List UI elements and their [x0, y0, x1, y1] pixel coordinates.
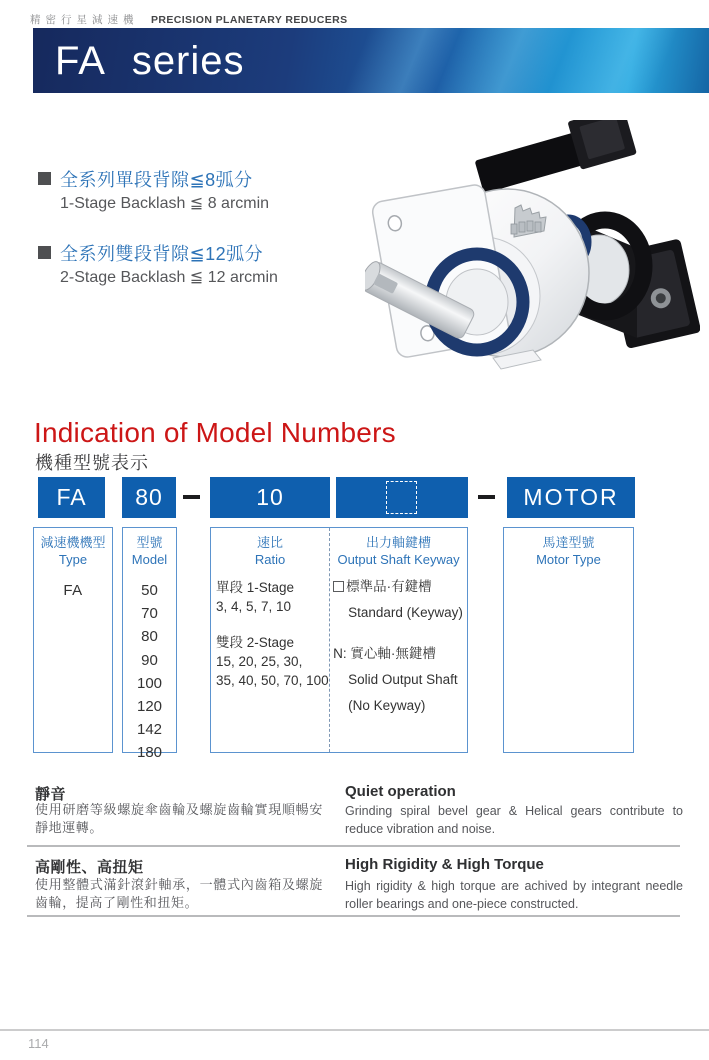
model-label-zh: 型號 — [136, 535, 163, 550]
model-section-subtitle: 機種型號表示 — [35, 453, 149, 473]
ratio-label-en: Ratio — [254, 552, 286, 567]
ratio-stage2-values-1: 15, 20, 25, 30, — [216, 654, 303, 669]
keyway-n-en-2: (No Keyway) — [348, 698, 426, 713]
section-divider — [27, 845, 680, 847]
ratio-label-zh: 速比 — [257, 535, 284, 550]
ratio-stage2-values-2: 35, 40, 50, 70, 100 — [216, 673, 329, 688]
model-value: 180 — [136, 744, 163, 762]
keyway-standard-zh: 標準品·有鍵槽 — [333, 578, 467, 596]
model-value: 142 — [136, 721, 163, 739]
dash-separator — [478, 495, 495, 499]
planetary-reducer-illustration — [365, 120, 700, 392]
type-label-en: Type — [58, 552, 88, 567]
model-value: 120 — [136, 698, 163, 716]
bullet-square-icon — [38, 246, 51, 259]
code-box-ratio: 10 — [210, 477, 330, 518]
keyway-column — [330, 528, 467, 752]
ratio-stage1-values: 3, 4, 5, 7, 10 — [216, 599, 292, 614]
keyway-label-zh: 出力軸鍵槽 — [366, 535, 432, 550]
backlash-bullet-1 — [38, 168, 269, 215]
feature-2-title-en: High Rigidity & High Torque — [345, 856, 544, 873]
model-value: 80 — [141, 628, 158, 646]
bullet-square-icon — [38, 172, 51, 185]
legend-box-motor — [503, 527, 634, 753]
backlash-2-en: 2-Stage Backlash ≦ 12 arcmin — [60, 269, 278, 286]
page-number: 114 — [28, 1036, 49, 1051]
keyway-standard-en: Standard (Keyway) — [348, 605, 463, 620]
motor-label-en: Motor Type — [536, 552, 601, 567]
code-box-keyway — [336, 477, 468, 518]
footer-rule — [0, 1029, 709, 1031]
model-value: 50 — [141, 582, 158, 599]
keyway-n-en-1: Solid Output Shaft — [348, 672, 458, 687]
motor-label-zh: 馬達型號 — [542, 535, 595, 550]
model-value: 90 — [141, 651, 158, 669]
code-box-model: 80 — [122, 477, 176, 518]
header-title-en: PRECISION PLANETARY REDUCERS — [150, 14, 348, 26]
backlash-1-en: 1-Stage Backlash ≦ 8 arcmin — [60, 195, 270, 212]
keyway-label-en: Output Shaft Keyway — [337, 552, 460, 567]
keyway-n-zh: N: 實心軸·無鍵槽 — [333, 646, 436, 661]
code-box-type: FA — [38, 477, 105, 518]
section-divider — [27, 915, 680, 917]
ratio-stage1-label: 單段 1-Stage — [216, 580, 295, 595]
backlash-2-zh: 全系列雙段背隙≦12弧分 — [60, 244, 264, 264]
header-title-zh: 精密行星減速機 — [30, 14, 139, 26]
legend-box-type — [33, 527, 113, 753]
ratio-stage2-label: 雙段 2-Stage — [216, 635, 295, 650]
standard-checkbox-icon — [333, 581, 344, 592]
feature-2-title-zh: 高剛性、高扭矩 — [35, 859, 144, 876]
model-label-en: Model — [131, 552, 168, 567]
dash-separator — [183, 495, 200, 499]
feature-1-desc-en: Grinding spiral bevel gear & Helical gears contribute to reduce vibration and noise. — [345, 804, 683, 836]
series-banner — [33, 28, 709, 93]
feature-2-desc-zh: 使用整體式滿針滾針軸承，一體式內齒箱及螺旋齒輪，提高了剛性和扭矩。 — [35, 877, 323, 910]
model-value: 100 — [136, 674, 163, 692]
ratio-column — [211, 528, 330, 752]
backlash-1-zh: 全系列單段背隙≦8弧分 — [60, 170, 253, 190]
legend-box-model — [122, 527, 177, 762]
feature-1-title-en: Quiet operation — [345, 783, 456, 800]
feature-1-desc-zh: 使用研磨等級螺旋傘齒輪及螺旋齒輪實現順暢安靜地運轉。 — [35, 802, 323, 835]
series-title: FA series — [55, 39, 245, 83]
model-value: 70 — [141, 605, 158, 623]
code-box-motor: MOTOR — [507, 477, 635, 518]
keyway-placeholder-box — [386, 481, 417, 514]
page-header — [30, 10, 347, 28]
type-value: FA — [63, 582, 83, 599]
product-image — [365, 120, 700, 392]
backlash-bullet-2 — [38, 242, 278, 289]
feature-1-title-zh: 靜音 — [35, 786, 67, 803]
feature-2-desc-en: High rigidity & high torque are achived by integrant needle roller bearings and one-piece constructed. — [345, 879, 683, 911]
type-label-zh: 減速機機型 — [40, 535, 106, 550]
legend-box-ratio-keyway — [210, 527, 468, 753]
model-section-title: Indication of Model Numbers — [34, 417, 396, 448]
